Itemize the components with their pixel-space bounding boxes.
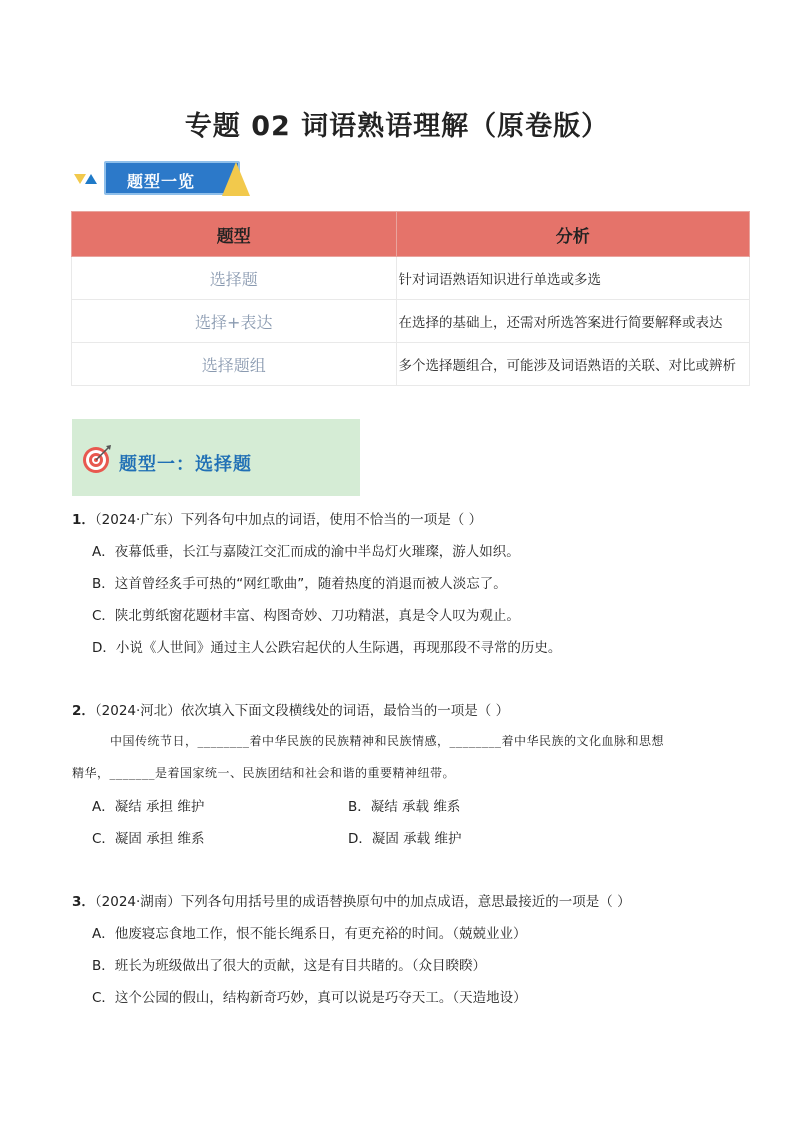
blue-triangle-icon bbox=[85, 174, 97, 184]
target-icon bbox=[82, 444, 112, 474]
table-cell-desc: 在选择的基础上，还需对所选答案进行简要解释或表达 bbox=[396, 300, 749, 343]
table-header-row bbox=[72, 212, 750, 257]
table-row bbox=[72, 300, 750, 343]
question-number: 2． bbox=[72, 703, 95, 719]
option-b: B．班长为班级做出了很大的贡献，这是有目共睹的。（众目睽睽） bbox=[92, 958, 487, 974]
option-b: B．这首曾经炙手可热的“网红歌曲”，随着热度的消退而被人淡忘了。 bbox=[92, 576, 507, 592]
badge-label: 题型一览 bbox=[126, 172, 195, 191]
option-c: C．这个公园的假山，结构新奇巧妙，真可以说是巧夺天工。（天造地设） bbox=[92, 990, 527, 1006]
passage-line-2: 精华，_______是着国家统一、民族团结和社会和谐的重要精神纽带。 bbox=[72, 766, 456, 780]
option-d: D．小说《人世间》通过主人公跌宕起伏的人生际遇，再现那段不寻常的历史。 bbox=[92, 640, 562, 656]
question-stem: （2024·广东）下列各句中加点的词语，使用不恰当的一项是（ ） bbox=[94, 512, 483, 528]
option-a: A．夜幕低垂，长江与嘉陵江交汇而成的渝中半岛灯火璀璨，游人如织。 bbox=[92, 544, 520, 560]
option-a: A．凝结 承担 维护 bbox=[92, 799, 205, 815]
table-header-analysis: 分析 bbox=[396, 212, 749, 257]
question-stem: （2024·湖南）下列各句用括号里的成语替换原句中的加点成语，意思最接近的一项是（ ） bbox=[94, 894, 631, 910]
table-cell-type: 选择+表达 bbox=[72, 300, 397, 343]
question-2 bbox=[72, 699, 509, 719]
table-cell-desc: 针对词语熟语知识进行单选或多选 bbox=[396, 257, 749, 300]
table-header-type: 题型 bbox=[72, 212, 397, 257]
option-d: D．凝固 承载 维护 bbox=[348, 831, 462, 847]
table-cell-type: 选择题组 bbox=[72, 343, 397, 386]
table-cell-desc: 多个选择题组合，可能涉及词语熟语的关联、对比或辨析 bbox=[396, 343, 749, 386]
table-cell-type: 选择题 bbox=[72, 257, 397, 300]
section-badge bbox=[72, 160, 252, 200]
question-3 bbox=[72, 890, 631, 910]
page-title: 专题 02 词语熟语理解（原卷版） bbox=[184, 111, 610, 142]
passage-line-1: 中国传统节日，________着中华民族的民族精神和民族情感，________着中华民族的文化血脉和思想 bbox=[110, 734, 665, 748]
badge-box bbox=[104, 161, 240, 195]
question-1 bbox=[72, 508, 482, 528]
option-a: A．他废寝忘食地工作，恨不能长绳系日，有更充裕的时间。（兢兢业业） bbox=[92, 926, 527, 942]
question-number: 3． bbox=[72, 894, 95, 910]
option-c: C．凝固 承担 维系 bbox=[92, 831, 205, 847]
question-number: 1． bbox=[72, 512, 95, 528]
category-heading bbox=[72, 419, 360, 496]
table-row bbox=[72, 343, 750, 386]
question-type-table bbox=[71, 211, 750, 386]
option-b: B．凝结 承载 维系 bbox=[348, 799, 461, 815]
option-c: C．陕北剪纸窗花题材丰富、构图奇妙、刀功精湛，真是令人叹为观止。 bbox=[92, 608, 520, 624]
yellow-wedge-icon bbox=[222, 162, 250, 196]
table-row bbox=[72, 257, 750, 300]
category-label: 题型一：选择题 bbox=[119, 454, 252, 475]
question-stem: （2024·河北）依次填入下面文段横线处的词语，最恰当的一项是（ ） bbox=[94, 703, 510, 719]
